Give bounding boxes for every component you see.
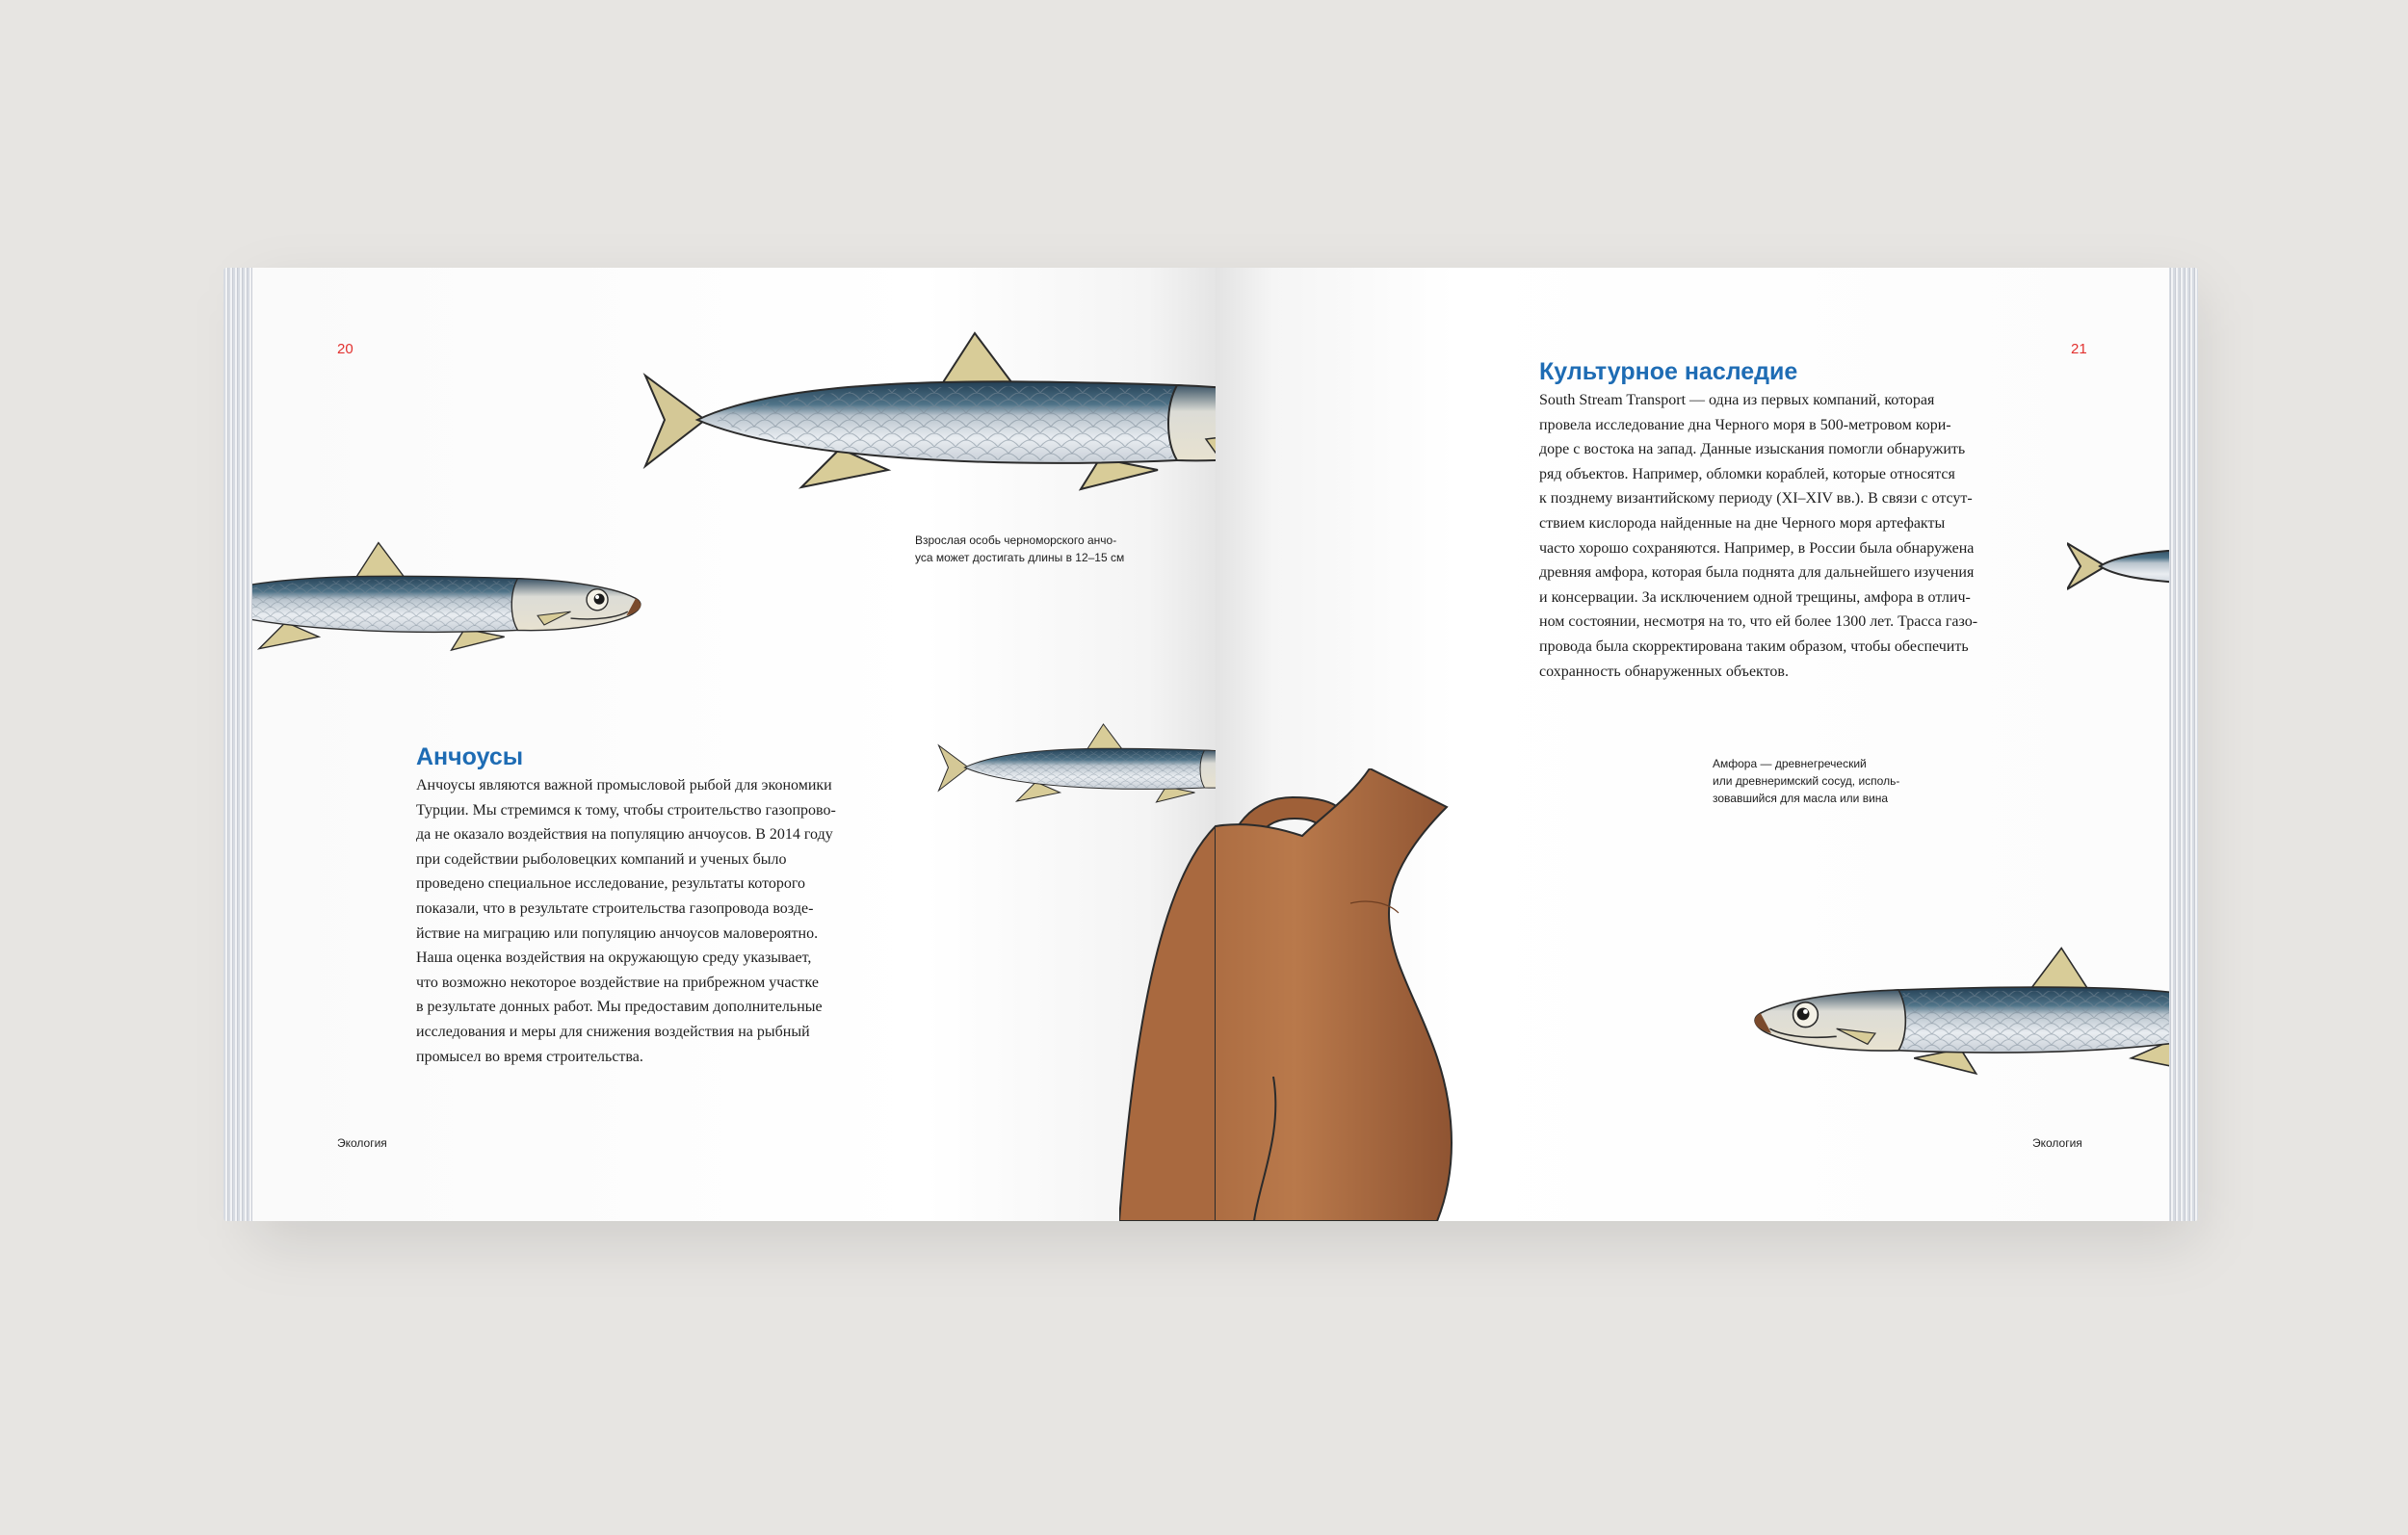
- fish-caption: Взрослая особь черноморского анчо- уса может достигать длины в 12–15 см: [915, 533, 1125, 564]
- book-page-edges-right: [2165, 268, 2198, 1221]
- book-page-edges-left: [223, 268, 256, 1221]
- section-heading-heritage: Культурное наследие: [1539, 358, 1798, 385]
- left-page: [252, 268, 1216, 1221]
- page-number-right: 21: [2071, 341, 2087, 357]
- right-page: [1216, 268, 2169, 1221]
- amphora-left-half: [1119, 768, 1216, 1221]
- section-body-heritage: South Stream Transport — одна из первых компаний, которая провела исследование дна Черного моря в 500-метровом кори- доре с востока на запад. Данные изыскания помогли обнаружить ряд объектов. Например, обломки кораблей, которые относятся к позднему византийскому периоду (XI–XIV вв.). В связи с отсут- ствием кислорода найденные на дне Черного моря артефакты часто хорошо сохраняются. Например, в России была обнаружена древняя амфора, которая была поднята для дальнейшего изучения и консервации. За исключением одной трещины, амфора в отлич- ном состоянии, несмотря на то, что ей более 1300 лет. Трасса газо- провода была скорректирована таким образом, чтобы обеспечить сохранность обнаруженных объектов.: [1539, 392, 1978, 680]
- anchovy-illustration-left: [252, 537, 657, 657]
- section-heading-anchovies: Анчоусы: [416, 743, 524, 770]
- footer-label-left: Экология: [337, 1136, 387, 1150]
- anchovy-tail-edge: [2067, 537, 2169, 595]
- footer-label-right: Экология: [2032, 1136, 2082, 1150]
- page-number-left: 20: [337, 341, 353, 357]
- section-body-anchovies: Анчоусы являются важной промысловой рыбой для экономики Турции. Мы стремимся к тому, чтобы строительство газопрово- да не оказало воздействия на популяцию анчоусов. В 2014 году при содействии рыболовецких компаний и ученых было проведено специальное исследование, результаты которого показали, что в результате строительства газопровода возде- йствие на миграцию или популяцию анчоусов маловероятно. Наша оценка воздействия на окружающую среду указывает, что возможно некоторое воздействие на прибрежном участке в результате донных работ. Мы предоставим дополнительные исследования и меры для снижения воздействия на рыбный промысел во время строительства.: [416, 777, 836, 1065]
- anchovy-illustration-large: [638, 325, 1216, 499]
- amphora-illustration: [1216, 768, 1495, 1221]
- amphora-caption: Амфора — древнегреческий или древнеримский сосуд, исполь- зовавшийся для масла или вина: [1713, 757, 1900, 805]
- anchovy-illustration-right: [1736, 942, 2169, 1081]
